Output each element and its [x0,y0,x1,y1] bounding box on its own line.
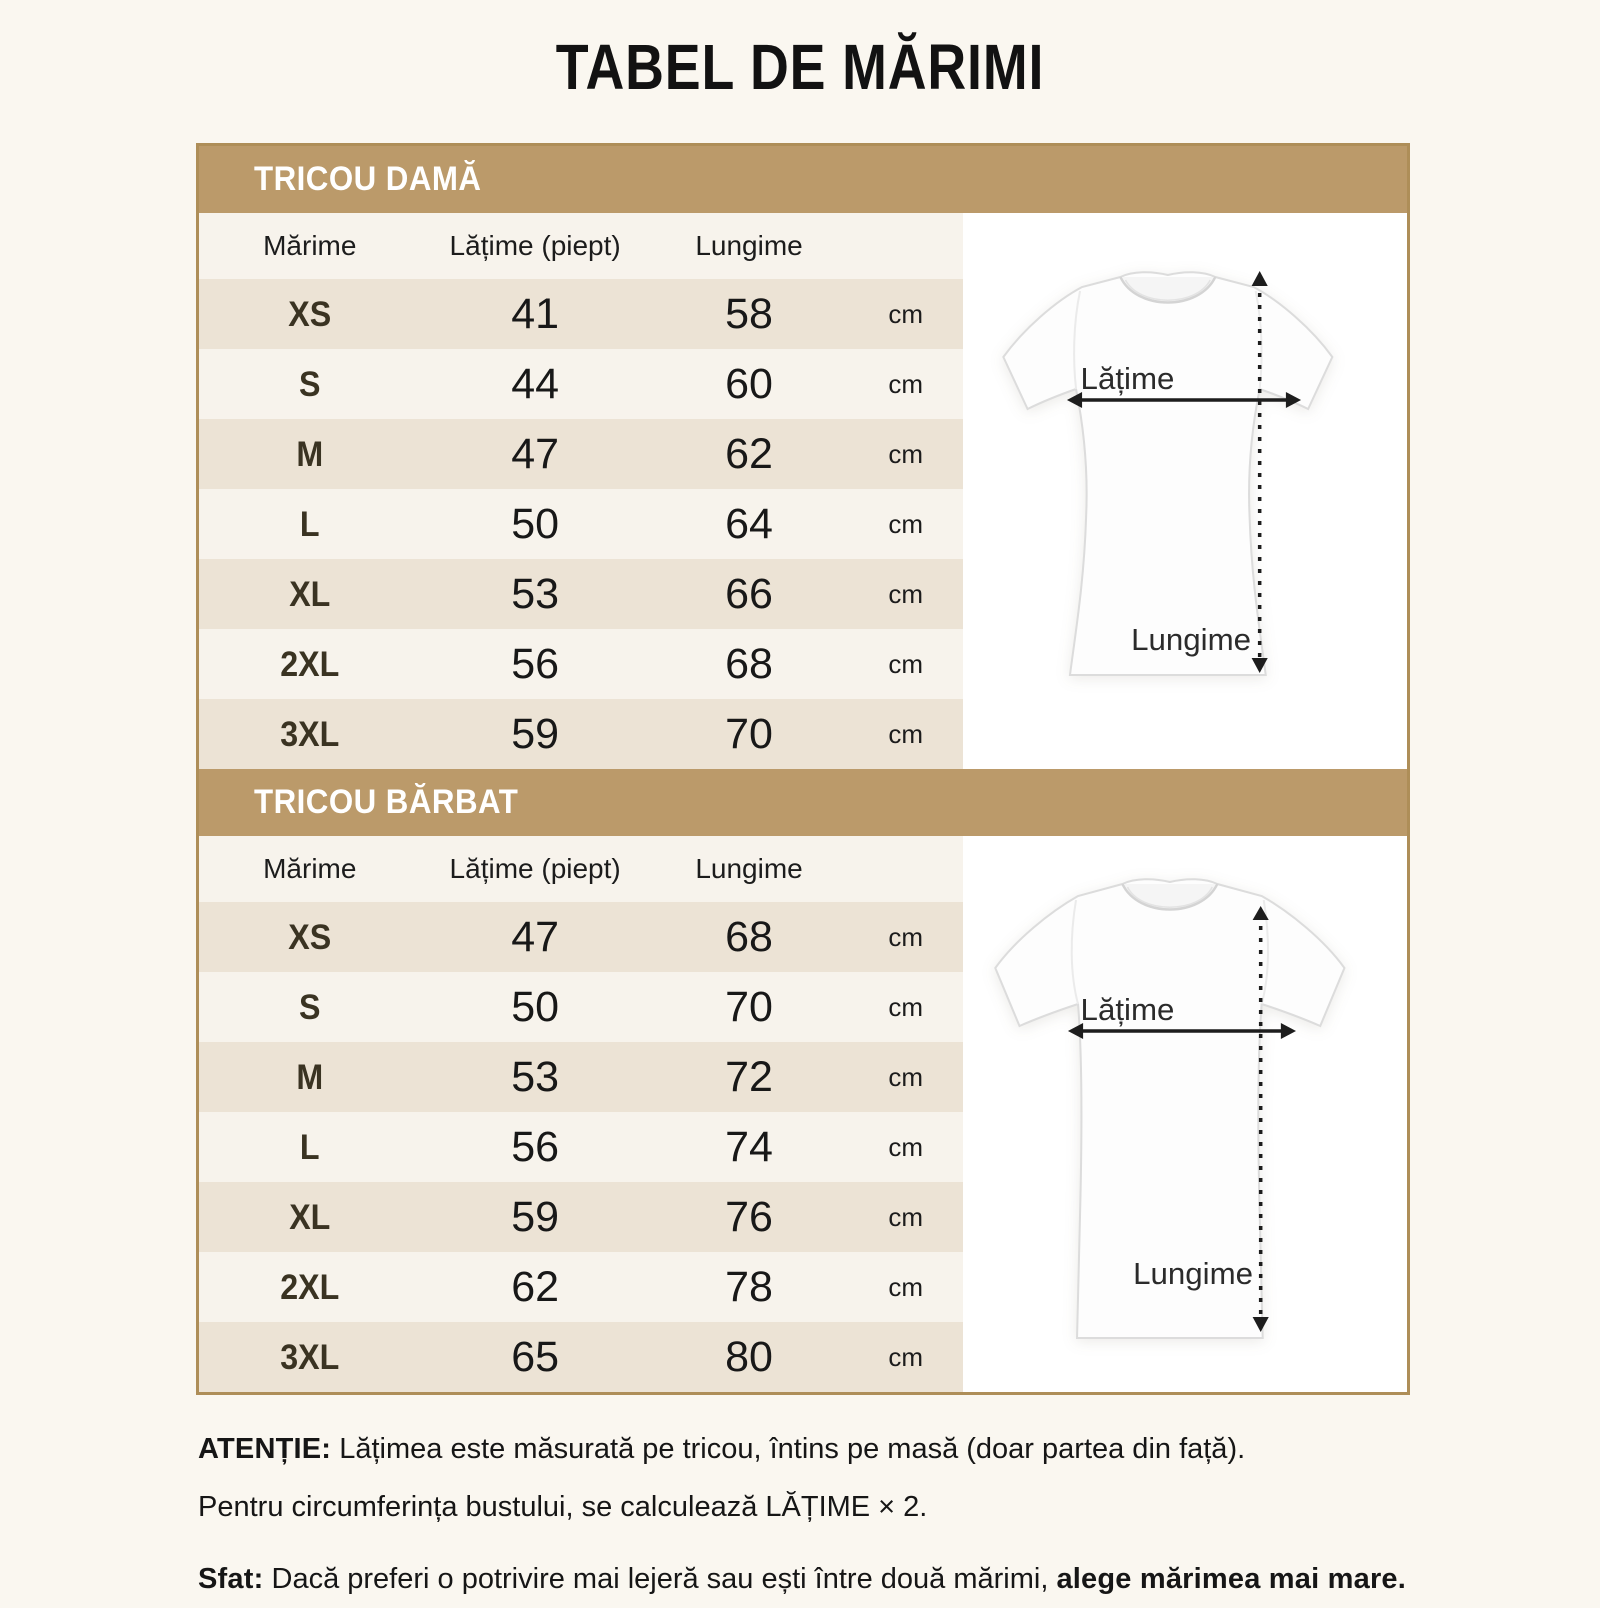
size-cell: XL [289,1197,331,1237]
table-row [199,699,963,769]
unit-cell: cm [888,1202,923,1232]
unit-cell: cm [888,922,923,952]
size-cell: 2XL [280,644,340,684]
width-arrow-label: Lățime [1080,992,1175,1027]
length-column-header: Lungime [695,230,803,261]
tip-label: Sfat: [198,1563,264,1595]
size-cell: S [299,364,321,404]
attention-label: ATENȚIE: [198,1433,332,1465]
size-table [196,143,1410,1395]
table-row [199,1112,963,1182]
table-row [199,629,963,699]
width-column-header: Lățime (piept) [449,230,621,261]
table-row [199,489,963,559]
size-cell: 2XL [280,1267,340,1307]
width-cell: 47 [511,912,560,961]
size-cell: 3XL [280,714,340,754]
unit-cell: cm [888,719,923,749]
width-cell: 62 [511,1262,560,1311]
table-row [199,1322,963,1392]
unit-cell: cm [888,439,923,469]
size-cell: L [299,504,320,544]
length-cell: 80 [725,1332,773,1381]
width-cell: 41 [511,289,560,338]
unit-cell: cm [888,299,923,329]
width-cell: 53 [511,1052,560,1101]
width-column-header: Lățime (piept) [449,853,621,884]
length-arrow-label: Lungime [1131,622,1252,657]
length-cell: 64 [725,499,773,548]
table-row [199,419,963,489]
size-cell: M [296,1057,324,1097]
table-row [199,1182,963,1252]
unit-cell: cm [888,1132,923,1162]
women-size-rows [199,213,963,769]
unit-cell: cm [888,1062,923,1092]
attention-text: Lățimea este măsurată pe tricou, întins pe masă (doar partea din față). [331,1433,1246,1465]
tip-text: Dacă preferi o potrivire mai lejeră sau ești între două mărimi, [263,1563,1057,1595]
table-row [199,902,963,972]
size-cell: XL [289,574,331,614]
unit-cell: cm [888,992,923,1022]
length-cell: 68 [725,912,773,961]
women-shirt-diagram [963,213,1407,769]
width-arrow-label: Lățime [1080,361,1175,396]
table-row [199,1252,963,1322]
size-cell: XS [288,294,332,334]
length-cell: 68 [725,639,773,688]
tip-note [198,1550,1478,1608]
size-column-header: Mărime [263,230,357,261]
length-cell: 66 [725,569,773,618]
column-header-row [199,836,963,902]
women-tshirt-shape [1003,272,1332,675]
length-cell: 60 [725,359,773,408]
footer-notes [198,1420,1478,1608]
width-cell: 50 [511,499,560,548]
table-row [199,972,963,1042]
length-cell: 72 [725,1052,773,1101]
men-shirt-diagram [963,836,1407,1392]
men-section-title: TRICOU BĂRBAT [254,783,519,821]
table-row [199,279,963,349]
width-cell: 53 [511,569,560,618]
page-title: TABEL DE MĂRIMI [555,31,1045,103]
width-cell: 44 [511,359,560,408]
men-section-header [199,769,1407,836]
unit-cell: cm [888,369,923,399]
section-women [199,146,1407,769]
section-men [199,769,1407,1392]
length-cell: 70 [725,982,773,1031]
width-cell: 47 [511,429,560,478]
attention-note [198,1420,1478,1478]
column-header-row [199,213,963,279]
unit-cell: cm [888,1342,923,1372]
table-row [199,559,963,629]
length-cell: 78 [725,1262,773,1311]
length-arrow-label: Lungime [1133,1256,1254,1291]
length-column-header: Lungime [695,853,803,884]
circumference-note: Pentru circumferința bustului, se calculează LĂȚIME × 2. [198,1491,928,1523]
width-cell: 56 [511,1122,560,1171]
unit-cell: cm [888,509,923,539]
size-cell: XS [288,917,332,957]
tip-bold-text: alege mărimea mai mare. [1056,1563,1407,1595]
length-cell: 74 [725,1122,773,1171]
width-cell: 59 [511,709,560,758]
women-section-title: TRICOU DAMĂ [254,160,482,198]
size-cell: L [299,1127,320,1167]
width-cell: 59 [511,1192,560,1241]
unit-cell: cm [888,1272,923,1302]
size-column-header: Mărime [263,853,357,884]
women-shirt-illustration [963,213,1407,769]
width-cell: 65 [511,1332,560,1381]
men-shirt-illustration [963,836,1407,1392]
unit-cell: cm [888,649,923,679]
length-cell: 76 [725,1192,773,1241]
unit-cell: cm [888,579,923,609]
length-cell: 58 [725,289,773,338]
table-row [199,349,963,419]
width-cell: 56 [511,639,560,688]
size-cell: S [299,987,321,1027]
length-cell: 62 [725,429,773,478]
size-cell: 3XL [280,1337,340,1377]
men-size-rows [199,836,963,1392]
width-cell: 50 [511,982,560,1031]
size-cell: M [296,434,324,474]
table-row [199,1042,963,1112]
women-section-header [199,146,1407,213]
length-cell: 70 [725,709,773,758]
